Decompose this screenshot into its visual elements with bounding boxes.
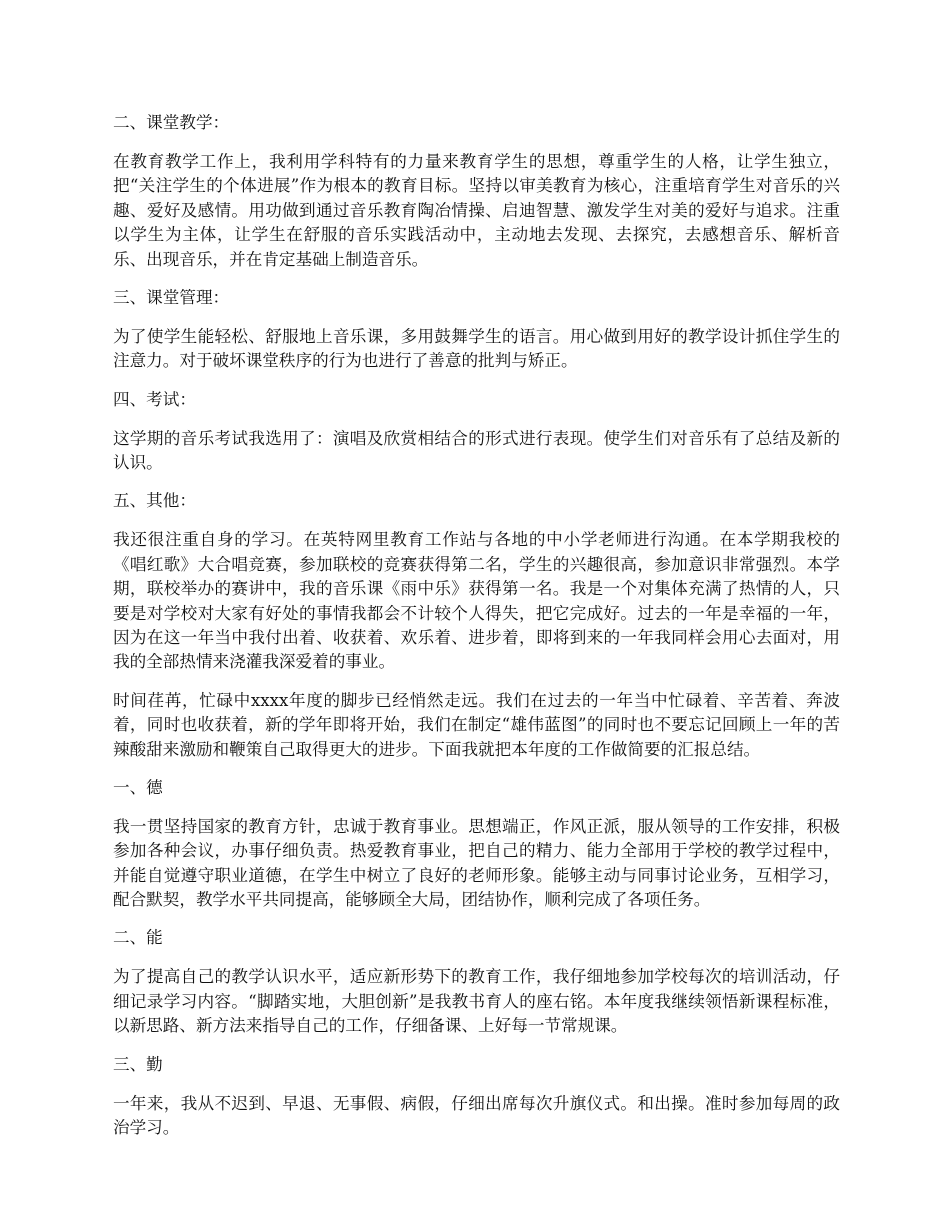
section-heading-virtue: 一、德 bbox=[113, 777, 163, 797]
paragraph-virtue: 我一贯坚持国家的教育方针，忠诚于教育事业。思想端正，作风正派，服从领导的工作安排，积极参加各种会议，办事仔细负责。热爱教育事业，把自己的精力、能力全部用于学校的教学过程中，并能自觉遵守职业道德，在学生中树立了良好的老师形象。能够主动与同事讨论业务，互相学习，配合默契，教学水平共同提高，能够顾全大局，团结协作，顺利完成了各项任务。 bbox=[113, 816, 840, 910]
paragraph-exam: 这学期的音乐考试我选用了：演唱及欣赏相结合的形式进行表现。使学生们对音乐有了总结及新的认识。 bbox=[113, 428, 840, 472]
paragraph-diligence: 一年来，我从不迟到、早退、无事假、病假，仔细出席每次升旗仪式。和出操。准时参加每周的政治学习。 bbox=[113, 1093, 840, 1137]
section-heading-exam: 四、考试： bbox=[113, 389, 196, 409]
paragraph-other: 我还很注重自身的学习。在英特网里教育工作站与各地的中小学老师进行沟通。在本学期我校的《唱红歌》大合唱竞赛，参加联校的竞赛获得第二名，学生的兴趣很高，参加意识非常强烈。本学期，联校举办的赛讲中，我的音乐课《雨中乐》获得第一名。我是一个对集体充满了热情的人，只要是对学校对大家有好处的事情我都会不计较个人得失，把它完成好。过去的一年是幸福的一年，因为在这一年当中我付出着、收获着、欢乐着、进步着，即将到来的一年我同样会用心去面对，用我的全部热情来浇灌我深爱着的事业。 bbox=[113, 530, 840, 672]
section-heading-diligence: 三、勤 bbox=[113, 1054, 163, 1074]
paragraph-classroom-management: 为了使学生能轻松、舒服地上音乐课，多用鼓舞学生的语言。用心做到用好的教学设计抓住学生的注意力。对于破坏课堂秩序的行为也进行了善意的批判与矫正。 bbox=[113, 326, 840, 371]
section-heading-other: 五、其他： bbox=[113, 491, 196, 511]
section-heading-classroom-teaching: 二、课堂教学： bbox=[113, 113, 230, 132]
paragraph-year-summary-intro: 时间荏苒，忙碌中xxxx年度的脚步已经悄然走远。我们在过去的一年当中忙碌着、辛苦着、奔波着，同时也收获着，新的学年即将开始，我们在制定“雄伟蓝图”的同时也不要忘记回顾上一年的苦辣酸甜来激励和鞭策自己取得更大的进步。下面我就把本年度的工作做简要的汇报总结。 bbox=[113, 690, 840, 759]
document-body bbox=[113, 111, 840, 1154]
paragraph-ability: 为了提高自己的教学认识水平，适应新形势下的教育工作，我仔细地参加学校每次的培训活动，仔细记录学习内容。“脚踏实地，大胆创新”是我教书育人的座右铭。本年度我继续领悟新课程标准，以新思路、新方法来指导自己的工作，仔细备课、上好每一节常规课。 bbox=[113, 967, 840, 1036]
paragraph-classroom-teaching: 在教育教学工作上，我利用学科特有的力量来教育学生的思想，尊重学生的人格，让学生独立，把“关注学生的个体进展”作为根本的教育目标。坚持以审美教育为核心，注重培育学生对音乐的兴趣、爱好及感情。用功做到通过音乐教育陶冶情操、启迪智慧、激发学生对美的爱好与追求。注重以学生为主体，让学生在舒服的音乐实践活动中，主动地去发现、去探究，去感想音乐、解析音乐、出现音乐，并在肯定基础上制造音乐。 bbox=[113, 151, 840, 269]
section-heading-ability: 二、能 bbox=[113, 928, 163, 948]
section-heading-classroom-management: 三、课堂管理： bbox=[113, 287, 230, 307]
